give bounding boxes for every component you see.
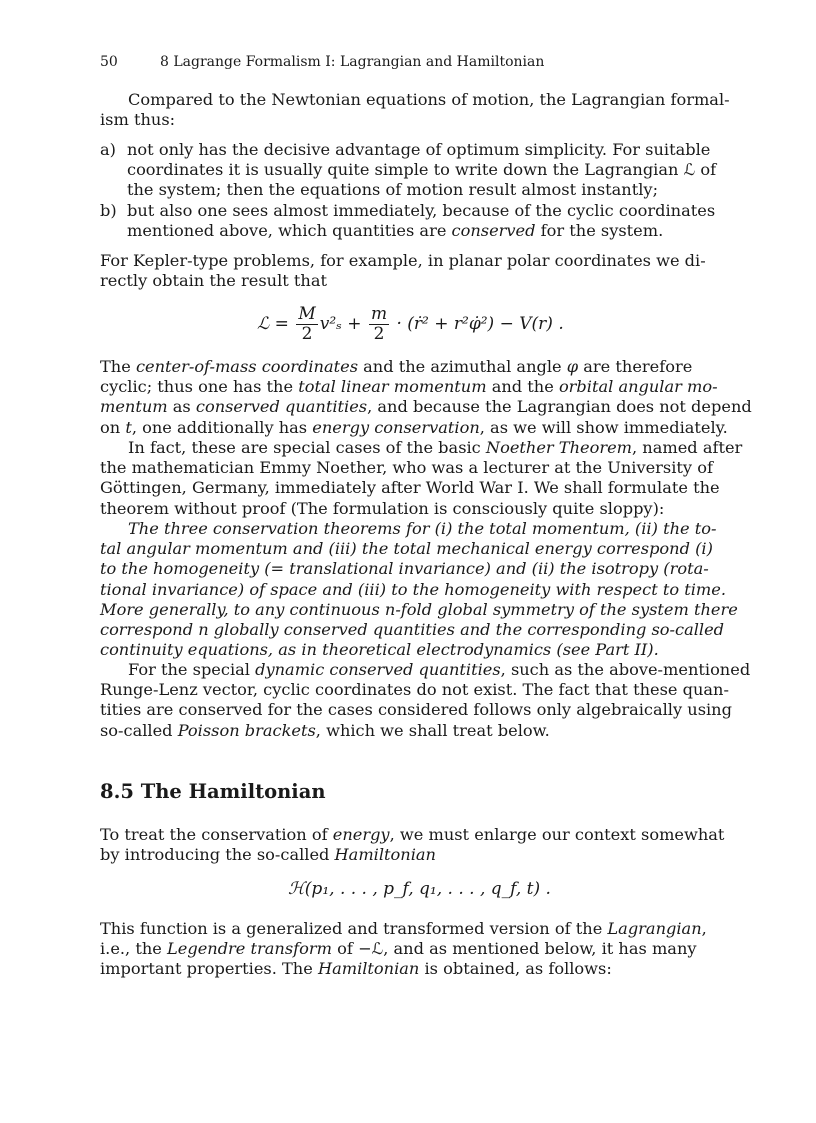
text-line: Compared to the Newtonian equations of motion, the Lagrangian formal- <box>128 90 730 109</box>
text-line: the system; then the equations of motion result almost instantly; <box>127 180 659 200</box>
text-line: to the homogeneity (= translational invariance) and (ii) the isotropy (rota- <box>100 559 709 579</box>
fraction-m-over-2: $\frac{M}{2}$ <box>298 304 316 344</box>
text-line: This function is a generalized and transformed version of the Lagrangian, <box>100 919 707 938</box>
text-line: More generally, to any continuous n-fold global symmetry of the system there <box>100 599 738 619</box>
text-line: on t, one additionally has energy conservation, as we will show immediately. <box>100 417 728 437</box>
text-line: by introducing the so-called Hamiltonian <box>100 845 436 865</box>
page-number: 50 <box>100 54 118 70</box>
center-of-mass-paragraph <box>100 357 752 438</box>
text-line: correspond n globally conserved quantities and the corresponding so-called <box>100 619 725 639</box>
text-line: tal angular momentum and (iii) the total mechanical energy correspond (i) <box>100 539 713 559</box>
text-line: ism thus: <box>100 110 176 130</box>
fraction-small-m-over-2: $\frac{m}{2}$ <box>370 304 388 344</box>
text-line: mentum as conserved quantities, and because the Lagrangian does not depend <box>100 397 752 417</box>
text-line: For Kepler-type problems, for example, in planar polar coordinates we di- <box>100 251 706 270</box>
text-line: To treat the conservation of energy, we must enlarge our context somewhat <box>100 825 725 844</box>
intro-paragraph <box>100 90 730 130</box>
text-line: The center-of-mass coordinates and the azimuthal angle φ are therefore <box>100 357 693 376</box>
text-line: In fact, these are special cases of the basic Noether Theorem, named after <box>128 438 743 457</box>
dynamic-quantities-paragraph <box>100 660 751 741</box>
text-line: tities are conserved for the cases considered follows only algebraically using <box>100 700 732 720</box>
text-line: i.e., the Legendre transform of −ℒ, and as mentioned below, it has many <box>100 939 697 959</box>
text-line: important properties. The Hamiltonian is obtained, as follows: <box>100 959 612 979</box>
text-line: not only has the decisive advantage of optimum simplicity. For suitable <box>127 140 711 159</box>
text-line: continuity equations, as in theoretical electrodynamics (see Part II). <box>100 640 659 660</box>
text-line: so-called Poisson brackets, which we shall treat below. <box>100 720 550 740</box>
text-line: The three conservation theorems for (i) the total momentum, (ii) the to- <box>128 519 717 538</box>
noether-paragraph <box>100 438 743 519</box>
text-line: mentioned above, which quantities are conserved for the system. <box>127 221 664 241</box>
text-line: coordinates it is usually quite simple to write down the Lagrangian ℒ of <box>127 160 717 180</box>
text-line: cyclic; thus one has the total linear momentum and the orbital angular mo- <box>100 377 718 397</box>
energy-paragraph <box>100 825 725 865</box>
noether-theorem-statement <box>100 519 738 660</box>
hamiltonian-equation: ℋ(p₁, . . . , p_f, q₁, . . . , q_f, t) . <box>288 879 551 899</box>
text-line: the mathematician Emmy Noether, who was a lecturer at the University of <box>100 458 713 478</box>
chapter-title: 8 Lagrange Formalism I: Lagrangian and Hamiltonian <box>160 54 545 70</box>
list-label: a) <box>100 140 116 159</box>
section-heading: 8.5 The Hamiltonian <box>100 780 326 803</box>
text-line: For the special dynamic conserved quantities, such as the above-mentioned <box>128 660 751 679</box>
text-line: Göttingen, Germany, immediately after World War I. We shall formulate the <box>100 478 720 498</box>
text-line: theorem without proof (The formulation is consciously quite sloppy): <box>100 498 665 518</box>
kepler-paragraph <box>100 251 716 291</box>
text-line: but also one sees almost immediately, because of the cyclic coordinates <box>127 201 716 220</box>
text-line: tional invariance) of space and (iii) to the homogeneity with respect to time. <box>100 579 726 599</box>
book-page <box>100 0 752 1123</box>
list-label: b) <box>100 201 117 220</box>
text-line: Runge-Lenz vector, cyclic coordinates do not exist. The fact that these quan- <box>100 680 729 700</box>
lagrangian-equation: ℒ = $\frac{M}{2}$ v²ₛ + $\frac{m}{2}$ · (ṙ² + r²φ̇²) − V(r) . <box>257 304 564 344</box>
legendre-paragraph <box>100 919 716 980</box>
text-line: rectly obtain the result that <box>100 271 327 291</box>
